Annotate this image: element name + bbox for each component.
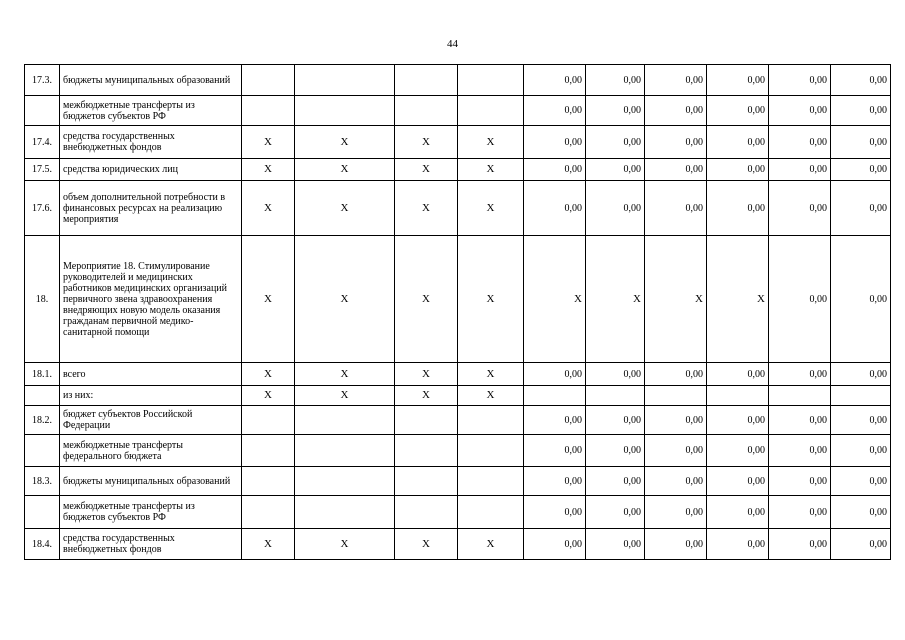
mark-cell: X [458, 126, 524, 159]
value-cell: 0,00 [707, 406, 769, 435]
row-name: бюджеты муниципальных образований [60, 65, 242, 96]
mark-cell [458, 65, 524, 96]
value-cell [586, 386, 645, 406]
table-row [25, 435, 891, 467]
table-row [25, 467, 891, 496]
value-cell: 0,00 [524, 65, 586, 96]
value-cell: 0,00 [645, 159, 707, 181]
mark-cell: X [242, 363, 295, 386]
mark-cell [242, 496, 295, 529]
row-name: всего [60, 363, 242, 386]
row-name: средства юридических лиц [60, 159, 242, 181]
value-cell: 0,00 [645, 96, 707, 126]
finance-table [24, 64, 891, 560]
value-cell: 0,00 [524, 496, 586, 529]
value-cell [769, 386, 831, 406]
value-cell: 0,00 [831, 96, 891, 126]
value-cell: 0,00 [831, 181, 891, 236]
table-body [25, 65, 891, 560]
mark-cell: X [295, 159, 395, 181]
row-name: межбюджетные трансферты федерального бюджета [60, 435, 242, 467]
value-cell: 0,00 [769, 236, 831, 363]
mark-cell [395, 467, 458, 496]
mark-cell [395, 435, 458, 467]
value-cell: 0,00 [831, 363, 891, 386]
mark-cell [458, 496, 524, 529]
value-cell: 0,00 [707, 529, 769, 560]
mark-cell: X [395, 363, 458, 386]
value-cell: 0,00 [769, 406, 831, 435]
value-cell: 0,00 [769, 96, 831, 126]
value-cell: 0,00 [831, 65, 891, 96]
value-cell: 0,00 [645, 529, 707, 560]
value-cell: 0,00 [645, 496, 707, 529]
row-name: средства государственных внебюджетных фондов [60, 126, 242, 159]
mark-cell [458, 467, 524, 496]
value-cell: 0,00 [707, 363, 769, 386]
mark-cell: X [242, 529, 295, 560]
value-cell: 0,00 [769, 435, 831, 467]
mark-cell [395, 96, 458, 126]
value-cell: X [645, 236, 707, 363]
value-cell: 0,00 [586, 496, 645, 529]
row-number: 18.3. [25, 467, 60, 496]
table-row [25, 363, 891, 386]
value-cell: 0,00 [831, 126, 891, 159]
mark-cell: X [295, 529, 395, 560]
value-cell: 0,00 [645, 363, 707, 386]
row-name: межбюджетные трансферты из бюджетов субъектов РФ [60, 96, 242, 126]
row-number: 17.5. [25, 159, 60, 181]
value-cell: 0,00 [707, 496, 769, 529]
mark-cell: X [242, 236, 295, 363]
row-name: Мероприятие 18. Стимулирование руководителей и медицинских работников медицинских организаций первичного звена здравоохранения внедряющих новую модель оказания гражданам первичной медико-санитарной помощи [60, 236, 242, 363]
value-cell: 0,00 [586, 435, 645, 467]
value-cell: X [524, 236, 586, 363]
mark-cell: X [395, 529, 458, 560]
value-cell: 0,00 [707, 435, 769, 467]
row-name: из них: [60, 386, 242, 406]
value-cell: 0,00 [645, 65, 707, 96]
table-row [25, 126, 891, 159]
mark-cell [295, 406, 395, 435]
row-number: 18.2. [25, 406, 60, 435]
mark-cell [242, 435, 295, 467]
value-cell: 0,00 [524, 363, 586, 386]
mark-cell: X [458, 159, 524, 181]
value-cell: 0,00 [586, 65, 645, 96]
value-cell: 0,00 [707, 181, 769, 236]
row-name: бюджет субъектов Российской Федерации [60, 406, 242, 435]
value-cell: 0,00 [586, 363, 645, 386]
mark-cell [458, 406, 524, 435]
mark-cell: X [458, 236, 524, 363]
row-number [25, 96, 60, 126]
value-cell: 0,00 [707, 159, 769, 181]
mark-cell: X [295, 126, 395, 159]
mark-cell [242, 96, 295, 126]
value-cell: 0,00 [769, 159, 831, 181]
mark-cell [295, 65, 395, 96]
row-number: 17.4. [25, 126, 60, 159]
value-cell: 0,00 [831, 435, 891, 467]
value-cell: X [707, 236, 769, 363]
value-cell: 0,00 [524, 529, 586, 560]
mark-cell [242, 406, 295, 435]
table-row [25, 529, 891, 560]
mark-cell [295, 467, 395, 496]
value-cell: 0,00 [831, 159, 891, 181]
mark-cell: X [295, 181, 395, 236]
mark-cell: X [395, 126, 458, 159]
value-cell: 0,00 [524, 406, 586, 435]
value-cell: 0,00 [707, 467, 769, 496]
value-cell: 0,00 [769, 65, 831, 96]
value-cell: 0,00 [707, 96, 769, 126]
row-number: 17.6. [25, 181, 60, 236]
mark-cell [395, 65, 458, 96]
value-cell: 0,00 [831, 496, 891, 529]
row-number: 18.1. [25, 363, 60, 386]
value-cell: 0,00 [769, 529, 831, 560]
value-cell: 0,00 [524, 435, 586, 467]
mark-cell: X [242, 181, 295, 236]
value-cell [524, 386, 586, 406]
page-number: 44 [447, 38, 458, 50]
table-row [25, 181, 891, 236]
value-cell: 0,00 [769, 496, 831, 529]
value-cell [707, 386, 769, 406]
value-cell: 0,00 [707, 126, 769, 159]
value-cell: 0,00 [586, 126, 645, 159]
table-row [25, 386, 891, 406]
mark-cell [295, 435, 395, 467]
mark-cell: X [395, 386, 458, 406]
value-cell: 0,00 [524, 159, 586, 181]
mark-cell: X [242, 126, 295, 159]
table-row [25, 496, 891, 529]
table-row [25, 159, 891, 181]
value-cell: 0,00 [831, 406, 891, 435]
row-name: объем дополнительной потребности в финансовых ресурсах на реализацию мероприятия [60, 181, 242, 236]
value-cell: 0,00 [831, 467, 891, 496]
mark-cell: X [395, 159, 458, 181]
mark-cell [242, 65, 295, 96]
table-row [25, 65, 891, 96]
value-cell: 0,00 [524, 96, 586, 126]
table-row [25, 406, 891, 435]
row-number: 18.4. [25, 529, 60, 560]
value-cell: 0,00 [586, 181, 645, 236]
mark-cell: X [295, 236, 395, 363]
row-name: бюджеты муниципальных образований [60, 467, 242, 496]
value-cell: 0,00 [645, 406, 707, 435]
mark-cell: X [458, 529, 524, 560]
value-cell [831, 386, 891, 406]
mark-cell [242, 467, 295, 496]
value-cell: 0,00 [524, 181, 586, 236]
value-cell: 0,00 [645, 126, 707, 159]
table-row [25, 96, 891, 126]
value-cell: X [586, 236, 645, 363]
row-number [25, 496, 60, 529]
mark-cell: X [458, 386, 524, 406]
value-cell: 0,00 [586, 529, 645, 560]
row-name: межбюджетные трансферты из бюджетов субъектов РФ [60, 496, 242, 529]
value-cell: 0,00 [831, 236, 891, 363]
mark-cell [395, 406, 458, 435]
value-cell: 0,00 [831, 529, 891, 560]
value-cell: 0,00 [769, 467, 831, 496]
row-number: 17.3. [25, 65, 60, 96]
mark-cell: X [458, 363, 524, 386]
value-cell: 0,00 [586, 159, 645, 181]
mark-cell [458, 96, 524, 126]
mark-cell [295, 496, 395, 529]
mark-cell: X [242, 159, 295, 181]
value-cell [645, 386, 707, 406]
mark-cell [458, 435, 524, 467]
value-cell: 0,00 [645, 181, 707, 236]
mark-cell: X [295, 363, 395, 386]
row-number [25, 435, 60, 467]
mark-cell: X [395, 181, 458, 236]
mark-cell: X [458, 181, 524, 236]
mark-cell: X [242, 386, 295, 406]
row-name: средства государственных внебюджетных фондов [60, 529, 242, 560]
row-number: 18. [25, 236, 60, 363]
mark-cell [395, 496, 458, 529]
row-number [25, 386, 60, 406]
mark-cell [295, 96, 395, 126]
mark-cell: X [395, 236, 458, 363]
value-cell: 0,00 [645, 435, 707, 467]
value-cell: 0,00 [524, 126, 586, 159]
mark-cell: X [295, 386, 395, 406]
value-cell: 0,00 [586, 467, 645, 496]
table-row [25, 236, 891, 363]
value-cell: 0,00 [586, 406, 645, 435]
value-cell: 0,00 [769, 363, 831, 386]
value-cell: 0,00 [524, 467, 586, 496]
value-cell: 0,00 [645, 467, 707, 496]
value-cell: 0,00 [769, 181, 831, 236]
value-cell: 0,00 [586, 96, 645, 126]
value-cell: 0,00 [769, 126, 831, 159]
value-cell: 0,00 [707, 65, 769, 96]
